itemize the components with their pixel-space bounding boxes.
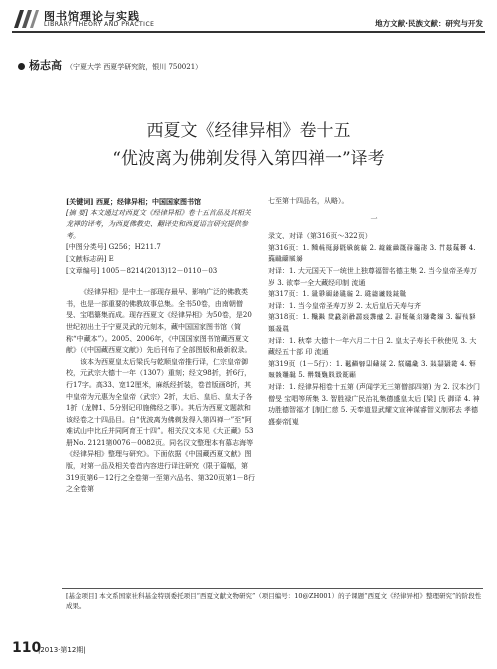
right-column	[268, 196, 480, 428]
text-line: 对译：1. 经律异相卷十五第 (声闻学无三第僧部四第) 为 2. 汉本沙门僧旻 宝唱等所集 3. 智胜禄广民治礼集德盛皇太后 [梁] 氏 御译 4. 神功胜德智福才 [制]仁慈 5. 天奉道显武耀文宣神谋睿智义制邪去 孝德盛泰帝[嵬	[268, 382, 480, 426]
text-line: 第316页：1. 𗂧𗍫𗀔𗉋𗎭𗏣𗐯𗑉 2. 𗓃𗔀𗕜𗖰𗗚𗘃𗙯 3. 𗚃𗛋𗜍𗝃 4. 𗞚𗟻𗠂𗡻𗢲	[268, 243, 476, 264]
abstract: [摘 要] 本文通过对西夏文《经律异相》卷十五首品及其相关龙禅的译考，为西夏佛教史、翻译史和西夏语言研究提供参考。	[66, 208, 251, 240]
text-line: 第318页：1. 𗯜𗰀 𗱏𗲌𗳞𗴂𗵆𗶃𗷔𗸚 2. 𗹍𗺉𗻌𗼃𗽀𗾀𗿃 3. 𘀁𘁂𘂄𘃃𘄅𘅄	[268, 313, 476, 333]
text-line: 对译：1. 秋奉 大德十一年六月二十日 2. 皇太子寿长千秋使见 3. 大藏经五十部 印 流通	[268, 336, 477, 357]
article-title-line1: 西夏文《经律异相》卷十五	[146, 121, 351, 141]
text-line: 录文、对译（第316页～322页）	[268, 232, 372, 241]
author-name: 杨志高	[29, 59, 62, 72]
author-affiliation: （宁夏大学 西夏学研究院，银川 750021）	[66, 63, 203, 71]
document-code: [文献标志码] E	[66, 254, 114, 263]
keywords: [关键词] 西夏；经律异相；中国国家图书馆	[66, 197, 202, 206]
issue-info: |2013·第12期|	[38, 646, 86, 654]
footnote-rule	[62, 588, 483, 589]
header-rule	[12, 31, 485, 33]
text-line: 对译：1. 当今皇帝圣寿万岁 2. 太后皇后天寿与齐	[268, 301, 422, 310]
page-number: 110	[12, 640, 42, 656]
journal-title-en: LIBRARY THEORY AND PRACTICE	[44, 21, 155, 28]
text-line: 七至第十四品名，从略）。	[268, 197, 349, 205]
journal-logo	[12, 8, 40, 30]
article-title-line2: “优波离为佛剃发得入第四禅一”译考	[112, 149, 385, 169]
clc-number: [中图分类号] G256；H211.7	[66, 243, 161, 252]
footnote: [基金项目] 本文系国家社科基金特别委托项目“西夏文献文物研究”（项目编号：10@ZH001）的子课题“西夏文《经律异相》整理研究”的阶段性成果。	[66, 592, 482, 610]
body-paragraph: 该本为西夏皇太后梁氏与乾顺皇帝推行译，仁宗皇帝御校，元武宗大德十一年（1307）重刻；经文98折，折6行，行17字。高33、宽12厘米，麻纸经折装，卷首版画8折，其中皇帝为元惠为全皇帝（武宗）2折，太后、皇后、皇太子各1折（龙牌1、5分别记印施佛经之事）。其后为西夏文题款和该经卷之十四品目。自“优波离为佛剃发得入第四禅一”至“阿难试山中比丘并同阿育王十四”。相关汉文本见《大正藏》53册No. 2121第0076－0082页。同名汉文整理本有慕志海等《经律异相》整理与研究》。下面依据《中国藏西夏文献》图版，对第一品及相关卷首内容进行译注研究（限于篇幅，第319页第6－12行之全卷第一至第六品名、第320页第1－8行之全卷第	[66, 357, 255, 494]
text-line: 对译：1. 大元国天下一统世上独尊福智名德主集 2. 当今皇帝圣寿万岁 3. 欲奉一全大藏经印制 流通	[268, 266, 478, 287]
text-line: 第319页（1－5行）：1. 𘆆𘇇𘈈𘉉𘊊𘋋 2. 𘌌𘍍𘎎 3. 𘏏𘐐𘑑𘒒 4. 𘓓𘔔𘕕𘖖𘗗 5. 𘘘𘙙𘚚𘛛𘜜𘝝𘞞	[268, 359, 477, 380]
journal-title: 图书馆理论与实践	[44, 10, 140, 23]
article-number: [文章编号] 1005－8214(2013)12－0110－03	[66, 266, 218, 275]
left-column	[66, 196, 256, 496]
body-paragraph: 《经律异相》是中土一部现存最早、影响广泛的佛教类书，也是一部重要的佛教故事总集。全书50卷，由南朝僧旻、宝唱纂集而成。现存西夏文《经律异相》为50卷，是20世纪初出土于宁夏灵武的元刻本，藏中国国家图书馆（简称“中藏本”）。2005、2006年，《中国国家图书馆藏西夏文献》（《中国藏西夏文献》）先后刊布了全部图版和最新叙录。	[66, 288, 252, 355]
bullet-icon	[18, 63, 25, 70]
text-line: 第317页：1. 𗣼𗤁𗥃𗦳𗧓𗨁 2. 𗩱𗪛𗫂𗬐𗭪𗮅	[268, 290, 407, 299]
section-label: 地方文献·民族文献：研究与开发	[375, 19, 483, 28]
section-number: 一	[370, 214, 378, 223]
author-line	[18, 57, 202, 73]
